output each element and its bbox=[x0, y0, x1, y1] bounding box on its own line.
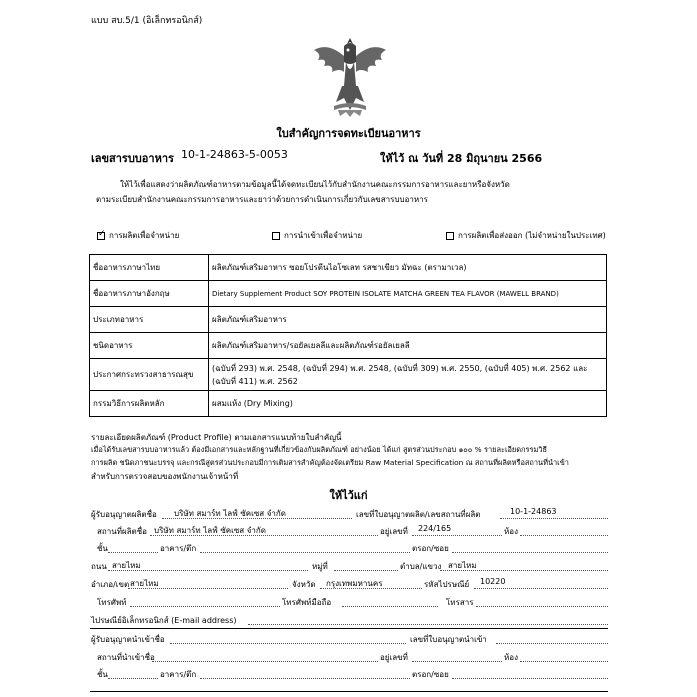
importer-label: ผู้รับอนุญาตนำเข้าชื่อ bbox=[91, 635, 165, 644]
row-value: (ฉบับที่ 293) พ.ศ. 2548, (ฉบับที่ 294) พ.ศ. 2548, (ฉบับที่ 309) พ.ศ. 2550, (ฉบับที่ 405) พ.ศ. 2562 และ (ฉบับที่ 411) พ.ศ. 2562 bbox=[209, 359, 607, 391]
house-no-label: อยู่เลขที่ bbox=[380, 527, 408, 536]
license-no-label: เลขที่ใบอนุญาตผลิต/เลขสถานที่ผลิต bbox=[356, 510, 481, 519]
alley-label: ตรอก/ซอย bbox=[412, 544, 449, 553]
checkbox-label: การผลิตเพื่อส่งออก (ไม่จำหน่ายในประเทศ) bbox=[458, 231, 606, 240]
product-info-table bbox=[89, 254, 607, 417]
row-label: ชนิดอาหาร bbox=[90, 333, 209, 359]
checkbox-checked-icon bbox=[97, 232, 105, 240]
mobile-label: โทรศัพท์มือถือ bbox=[282, 598, 332, 607]
dotted-line bbox=[152, 661, 378, 662]
phone-label: โทรศัพท์ bbox=[97, 598, 127, 607]
import-license-label: เลขที่ใบอนุญาตนำเข้า bbox=[410, 635, 487, 644]
licensee-value: บริษัท สมาร์ท ไลฟ์ ซัคเซส จำกัด bbox=[174, 509, 286, 518]
premises-label: สถานที่ผลิตชื่อ bbox=[97, 527, 147, 536]
dotted-line bbox=[520, 535, 608, 536]
intro-line-1: ให้ไว้เพื่อแสดงว่าผลิตภัณฑ์อาหารตามข้อมูลนี้ได้จดทะเบียนไว้กับสำนักงานคณะกรรมการอาหารและยาหรือจังหวัด bbox=[120, 180, 510, 189]
checkbox-empty-icon bbox=[446, 232, 454, 240]
fax-label: โทรสาร bbox=[446, 598, 474, 607]
licensee-label: ผู้รับอนุญาตผลิตชื่อ bbox=[91, 510, 157, 519]
registration-number: 10-1-24863-5-0053 bbox=[181, 148, 288, 161]
registration-label: เลขสารบบอาหาร bbox=[91, 152, 174, 165]
dotted-line bbox=[452, 678, 608, 679]
subdistrict-value: สายไหม bbox=[448, 561, 477, 570]
row-label: ชื่ออาหารภาษาอังกฤษ bbox=[90, 281, 209, 307]
table-row bbox=[90, 333, 607, 359]
row-label: กรรมวิธีการผลิตหลัก bbox=[90, 391, 209, 417]
import-floor-label: ชั้น bbox=[97, 670, 108, 679]
row-label: ประกาศกระทรวงสาธารณสุข bbox=[90, 359, 209, 391]
moo-label: หมู่ที่ bbox=[312, 562, 328, 571]
house-no-value: 224/165 bbox=[418, 524, 452, 533]
dotted-line bbox=[200, 678, 410, 679]
table-row bbox=[90, 359, 607, 391]
divider bbox=[90, 691, 608, 692]
email-label: ไปรษณีย์อิเล็กทรอนิกส์ (E-mail address) bbox=[91, 616, 237, 625]
subdistrict-label: ตำบล/แขวง bbox=[400, 562, 442, 571]
dotted-line bbox=[130, 606, 280, 607]
district-label: อำเภอ/เขต bbox=[91, 580, 130, 589]
import-place-label: สถานที่นำเข้าชื่อ bbox=[97, 653, 155, 662]
road-label: ถนน bbox=[91, 562, 107, 571]
intro-line-2: ตามระเบียบสำนักงานคณะกรรมการอาหารและยาว่าด้วยการดำเนินการเกี่ยวกับเลขสารบบอาหาร bbox=[96, 195, 428, 204]
dotted-line bbox=[496, 643, 608, 644]
floor-label: ชั้น bbox=[97, 544, 108, 553]
checkbox-production-for-sale[interactable] bbox=[97, 229, 179, 242]
postcode-value: 10220 bbox=[480, 577, 506, 586]
dotted-line bbox=[452, 552, 608, 553]
license-no-value: 10-1-24863 bbox=[510, 507, 557, 516]
room-label: ห้อง bbox=[504, 527, 518, 536]
table-row bbox=[90, 255, 607, 281]
dotted-line bbox=[412, 535, 502, 536]
district-value: สายไหม bbox=[130, 579, 159, 588]
row-label: ประเภทอาหาร bbox=[90, 307, 209, 333]
road-value: สายไหม bbox=[112, 561, 141, 570]
dotted-line bbox=[108, 678, 158, 679]
import-room-label: ห้อง bbox=[504, 653, 518, 662]
province-label: จังหวัด bbox=[292, 580, 316, 589]
import-house-no-label: อยู่เลขที่ bbox=[380, 653, 408, 662]
checkbox-production-for-export[interactable] bbox=[446, 229, 606, 242]
row-value: ผลิตภัณฑ์เสริมอาหาร/รอยัลเยลลีและผลิตภัณฑ์รอยัลเยลลี bbox=[209, 333, 607, 359]
checkbox-label: การนำเข้าเพื่อจำหน่าย bbox=[284, 231, 363, 240]
postcode-label: รหัสไปรษณีย์ bbox=[424, 580, 470, 589]
profile-line-4: สำหรับการตรวจสอบของพนักงานเจ้าหน้าที่ bbox=[91, 472, 239, 481]
form-code: แบบ สบ.5/1 (อิเล็กทรอนิกส์) bbox=[91, 16, 203, 26]
table-row bbox=[90, 391, 607, 417]
issue-date: ให้ไว้ ณ วันที่ 28 มิถุนายน 2566 bbox=[380, 152, 543, 165]
dotted-line bbox=[170, 643, 406, 644]
dotted-line bbox=[476, 606, 608, 607]
table-row bbox=[90, 307, 607, 333]
import-alley-label: ตรอก/ซอย bbox=[412, 670, 449, 679]
premises-value: บริษัท สมาร์ท ไลฟ์ ซัคเซส จำกัด bbox=[154, 526, 266, 535]
divider bbox=[90, 628, 608, 629]
checkbox-empty-icon bbox=[272, 232, 280, 240]
building-label: อาคาร/ตึก bbox=[160, 544, 197, 553]
row-label: ชื่ออาหารภาษาไทย bbox=[90, 255, 209, 281]
dotted-line bbox=[108, 552, 158, 553]
province-value: กรุงเทพมหานคร bbox=[326, 579, 383, 588]
profile-line-2: เมื่อได้รับเลขสารบบอาหารแล้ว ต้องมีเอกสารและหลักฐานที่เกี่ยวข้องกับผลิตภัณฑ์ อย่างน้อย ได้แก่ สูตรส่วนประกอบ ๑๐๐ % รายละเอียดกรรมวิธี bbox=[91, 445, 548, 454]
checkbox-import-for-sale[interactable] bbox=[272, 229, 362, 242]
dotted-line bbox=[474, 588, 608, 589]
dotted-line bbox=[412, 661, 502, 662]
table-row bbox=[90, 281, 607, 307]
row-value: Dietary Supplement Product SOY PROTEIN ISOLATE MATCHA GREEN TEA FLAVOR (MAWELL BRAND) bbox=[209, 281, 607, 307]
dotted-line bbox=[334, 570, 398, 571]
garuda-emblem bbox=[312, 36, 388, 118]
row-value: ผลิตภัณฑ์เสริมอาหาร ซอยโปรตีนไอโซเลท รสชาเขียว มัทฉะ (ตรามาเวล) bbox=[209, 255, 607, 281]
checkbox-label: การผลิตเพื่อจำหน่าย bbox=[109, 231, 180, 240]
section-title: ให้ไว้แก่ bbox=[329, 489, 368, 502]
dotted-line bbox=[200, 552, 410, 553]
dotted-line bbox=[500, 518, 608, 519]
profile-line-3: การผลิต ชนิดภาชนะบรรจุ และกรณีสูตรส่วนประกอบมีการเติมสารสำคัญต้องจัดเตรียม Raw Material Specification ณ สถานที่ผลิตหรือสถานที่นำเข้า bbox=[91, 458, 569, 467]
dotted-line bbox=[248, 624, 608, 625]
dotted-line bbox=[342, 606, 438, 607]
dotted-line bbox=[520, 661, 608, 662]
row-value: ผลิตภัณฑ์เสริมอาหาร bbox=[209, 307, 607, 333]
profile-line-1: รายละเอียดผลิตภัณฑ์ (Product Profile) ตามเอกสารแนบท้ายใบสำคัญนี้ bbox=[91, 433, 342, 442]
row-value: ผสมแห้ง (Dry Mixing) bbox=[209, 391, 607, 417]
document-title: ใบสำคัญการจดทะเบียนอาหาร bbox=[276, 127, 421, 140]
import-building-label: อาคาร/ตึก bbox=[160, 670, 197, 679]
